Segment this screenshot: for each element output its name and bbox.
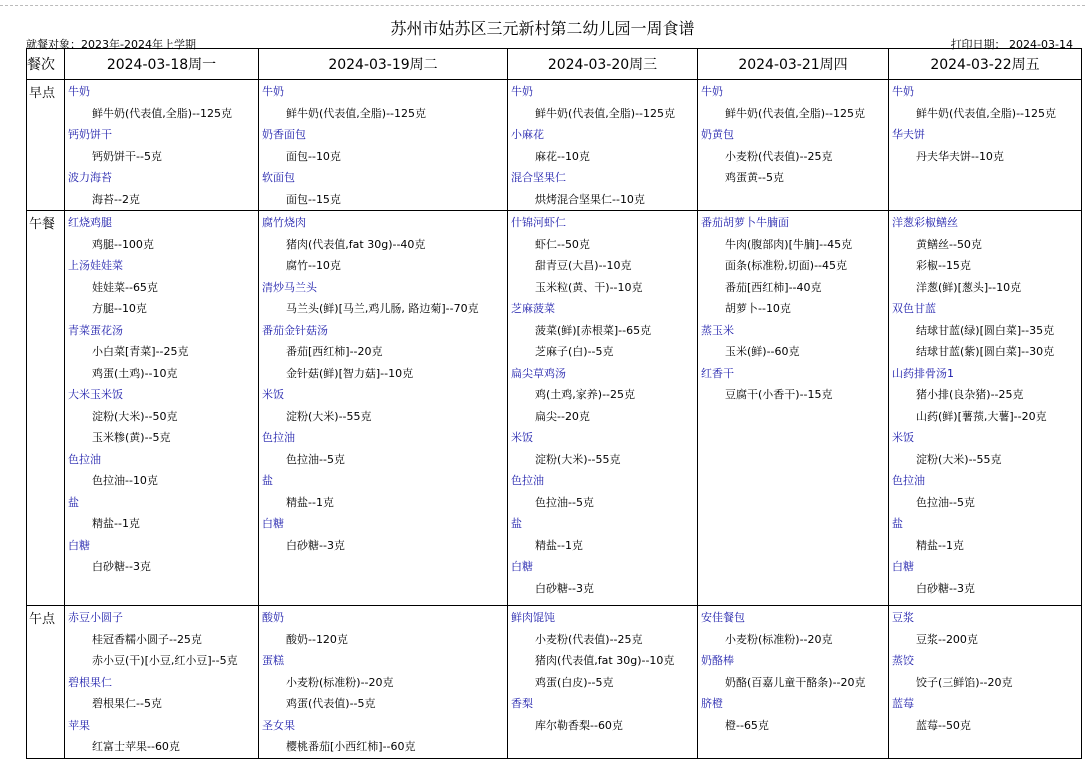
dish-name: 芝麻菠菜 xyxy=(511,302,555,315)
dish-name: 番茄胡萝卜牛腩面 xyxy=(701,216,789,229)
day-header: 2024-03-21周四 xyxy=(698,49,889,80)
ingredient-item: 腐竹--10克 xyxy=(286,259,341,272)
day-header: 2024-03-20周三 xyxy=(508,49,698,80)
dish-name: 赤豆小圆子 xyxy=(68,611,123,624)
dish-name: 牛奶 xyxy=(701,85,723,98)
page-top-dashed-line xyxy=(0,5,1085,6)
ingredient-item: 白砂糖--3克 xyxy=(92,560,151,573)
dish-name: 牛奶 xyxy=(68,85,90,98)
ingredient-item: 精盐--1克 xyxy=(535,538,583,552)
dish-name: 红烧鸡腿 xyxy=(68,216,112,229)
day-menu-cell xyxy=(889,606,1082,759)
ingredient-item: 淀粉(大米)--55克 xyxy=(286,409,372,423)
audience-label: 就餐对象：2023年-2024年上学期 xyxy=(26,38,196,51)
day-menu-cell xyxy=(889,80,1082,211)
day-header: 2024-03-18周一 xyxy=(65,49,259,80)
dish-name: 牛奶 xyxy=(511,85,533,98)
ingredient-item: 猪肉(代表值,fat 30g)--40克 xyxy=(286,237,426,251)
dish-name: 酸奶 xyxy=(262,611,284,624)
ingredient-item: 娃娃菜--65克 xyxy=(92,280,158,294)
dish-name: 色拉油 xyxy=(68,452,101,466)
dish-name: 色拉油 xyxy=(892,474,925,487)
ingredient-item: 蓝莓--50克 xyxy=(916,718,971,732)
ingredient-item: 丹夫华夫饼--10克 xyxy=(916,149,1004,163)
ingredient-item: 鸡(土鸡,家养)--25克 xyxy=(535,388,636,401)
dish-name: 腐竹烧肉 xyxy=(262,216,306,229)
ingredient-item: 淀粉(大米)--55克 xyxy=(535,452,621,466)
dish-name: 奶酪棒 xyxy=(701,654,734,667)
dish-name: 苹果 xyxy=(68,718,90,732)
ingredient-item: 玉米糁(黄)--5克 xyxy=(92,431,171,444)
ingredient-item: 芝麻子(白)--5克 xyxy=(535,345,614,358)
meal-row xyxy=(27,80,1082,211)
dish-name: 混合坚果仁 xyxy=(511,171,566,184)
ingredient-item: 山药(鲜)[薯蓣,大薯]--20克 xyxy=(916,409,1047,423)
ingredient-item: 彩椒--15克 xyxy=(916,259,971,272)
weekly-menu-table xyxy=(26,48,1082,759)
day-menu-cell xyxy=(508,606,698,759)
ingredient-item: 鸡蛋(代表值)--5克 xyxy=(286,697,376,710)
ingredient-item: 白砂糖--3克 xyxy=(286,538,345,552)
dish-name: 白糖 xyxy=(262,517,284,530)
dish-name: 米饭 xyxy=(892,431,914,444)
ingredient-item: 鸡蛋(白皮)--5克 xyxy=(535,675,614,689)
dish-name: 盐 xyxy=(68,495,79,509)
dish-name: 软面包 xyxy=(262,171,295,184)
dish-name: 白糖 xyxy=(511,560,533,573)
dish-name: 山药排骨汤1 xyxy=(892,366,954,380)
dish-name: 色拉油 xyxy=(511,474,544,487)
dish-name: 豆浆 xyxy=(892,611,914,624)
ingredient-item: 猪小排(良杂猪)--25克 xyxy=(916,388,1024,401)
ingredient-item: 小麦粉(标准粉)--20克 xyxy=(725,632,833,646)
ingredient-item: 扁尖--20克 xyxy=(535,409,590,423)
dish-name: 红香干 xyxy=(701,366,734,380)
day-menu-cell xyxy=(889,211,1082,606)
ingredient-item: 白砂糖--3克 xyxy=(535,581,594,595)
print-date-label: 打印日期： 2024-03-14 xyxy=(950,38,1073,51)
dish-name: 碧根果仁 xyxy=(68,675,112,689)
ingredient-item: 色拉油--5克 xyxy=(535,495,594,509)
ingredient-item: 面条(标准粉,切面)--45克 xyxy=(725,259,848,272)
ingredient-item: 结球甘蓝(紫)[圆白菜]--30克 xyxy=(916,345,1055,358)
dish-name: 双色甘蓝 xyxy=(892,302,936,315)
ingredient-item: 鲜牛奶(代表值,全脂)--125克 xyxy=(92,106,233,120)
day-menu-cell xyxy=(259,80,508,211)
day-menu-cell xyxy=(65,80,259,211)
dish-name: 牛奶 xyxy=(262,85,284,98)
dish-name: 奶黄包 xyxy=(701,128,734,141)
ingredient-item: 番茄[西红柿]--40克 xyxy=(725,280,822,294)
ingredient-item: 玉米粒(黄、干)--10克 xyxy=(535,280,643,294)
dish-name: 清炒马兰头 xyxy=(262,280,317,294)
ingredient-item: 色拉油--5克 xyxy=(916,495,975,509)
ingredient-item: 精盐--1克 xyxy=(286,495,334,509)
day-menu-cell xyxy=(698,606,889,759)
ingredient-item: 赤小豆(干)[小豆,红小豆]--5克 xyxy=(92,654,238,667)
menu-body xyxy=(27,80,1082,759)
day-menu-cell xyxy=(508,211,698,606)
day-header: 2024-03-22周五 xyxy=(889,49,1082,80)
ingredient-item: 马兰头(鲜)[马兰,鸡儿肠, 路边菊]--70克 xyxy=(286,302,479,315)
dish-name: 青菜蛋花汤 xyxy=(68,323,123,337)
dish-name: 白糖 xyxy=(68,538,90,552)
meal-row xyxy=(27,606,1082,759)
ingredient-item: 小白菜[青菜]--25克 xyxy=(92,345,189,358)
ingredient-item: 海苔--2克 xyxy=(92,192,140,206)
dish-name: 大米玉米饭 xyxy=(68,388,123,401)
header-row xyxy=(27,49,1082,80)
day-menu-cell xyxy=(698,80,889,211)
dish-name: 安佳餐包 xyxy=(701,611,745,624)
ingredient-item: 结球甘蓝(绿)[圆白菜]--35克 xyxy=(916,323,1055,337)
dish-name: 白糖 xyxy=(892,560,914,573)
ingredient-item: 鸡蛋黄--5克 xyxy=(725,171,784,184)
ingredient-item: 桂冠香糯小圆子--25克 xyxy=(92,632,202,646)
ingredient-item: 淀粉(大米)--50克 xyxy=(92,409,178,423)
dish-name: 洋葱彩椒鳝丝 xyxy=(892,216,958,229)
ingredient-item: 甜青豆(大昌)--10克 xyxy=(535,259,632,272)
ingredient-item: 鸡腿--100克 xyxy=(92,237,154,251)
dish-name: 华夫饼 xyxy=(892,128,925,141)
ingredient-item: 樱桃番茄[小西红柿]--60克 xyxy=(286,740,416,753)
ingredient-item: 橙--65克 xyxy=(725,718,769,732)
dish-name: 奶香面包 xyxy=(262,128,306,141)
ingredient-item: 鲜牛奶(代表值,全脂)--125克 xyxy=(725,106,866,120)
dish-name: 蒸饺 xyxy=(892,654,914,667)
ingredient-item: 面包--15克 xyxy=(286,192,341,206)
ingredient-item: 鲜牛奶(代表值,全脂)--125克 xyxy=(535,106,676,120)
ingredient-item: 精盐--1克 xyxy=(916,538,964,552)
ingredient-item: 碧根果仁--5克 xyxy=(92,697,162,710)
ingredient-item: 金针菇(鲜)[智力菇]--10克 xyxy=(286,366,414,380)
dish-name: 小麻花 xyxy=(511,128,544,141)
ingredient-item: 豆腐干(小香干)--15克 xyxy=(725,388,833,401)
dish-name: 香梨 xyxy=(511,697,533,710)
ingredient-item: 淀粉(大米)--55克 xyxy=(916,452,1002,466)
day-header: 2024-03-19周二 xyxy=(259,49,508,80)
ingredient-item: 烘烤混合坚果仁--10克 xyxy=(535,192,645,206)
ingredient-item: 色拉油--10克 xyxy=(92,474,158,487)
meal-column-header: 餐次 xyxy=(27,49,65,80)
ingredient-item: 精盐--1克 xyxy=(92,517,140,530)
dish-name: 上汤娃娃菜 xyxy=(68,259,123,272)
meal-name: 午点 xyxy=(27,606,65,759)
dish-name: 番茄金针菇汤 xyxy=(262,323,328,337)
ingredient-item: 奶酪(百嘉儿童干酪条)--20克 xyxy=(725,675,866,689)
day-menu-cell xyxy=(65,211,259,606)
ingredient-item: 小麦粉(代表值)--25克 xyxy=(535,632,643,646)
dish-name: 蒸玉米 xyxy=(701,323,734,337)
ingredient-item: 白砂糖--3克 xyxy=(916,581,975,595)
meal-row xyxy=(27,211,1082,606)
ingredient-item: 玉米(鲜)--60克 xyxy=(725,345,800,358)
ingredient-item: 洋葱(鲜)[葱头]--10克 xyxy=(916,280,1022,294)
day-menu-cell xyxy=(508,80,698,211)
dish-name: 蛋糕 xyxy=(262,654,284,667)
page-title: 苏州市姑苏区三元新村第二幼儿园一周食谱 xyxy=(390,19,695,38)
dish-name: 色拉油 xyxy=(262,431,295,444)
ingredient-item: 鸡蛋(土鸡)--10克 xyxy=(92,366,178,380)
dish-name: 圣女果 xyxy=(262,718,295,732)
dish-name: 盐 xyxy=(262,474,273,487)
meal-name: 早点 xyxy=(27,80,65,211)
ingredient-item: 面包--10克 xyxy=(286,149,341,163)
ingredient-item: 方腿--10克 xyxy=(92,302,147,315)
day-menu-cell xyxy=(259,606,508,759)
ingredient-item: 小麦粉(代表值)--25克 xyxy=(725,149,833,163)
ingredient-item: 鲜牛奶(代表值,全脂)--125克 xyxy=(286,106,427,120)
ingredient-item: 红富士苹果--60克 xyxy=(92,740,180,753)
dish-name: 脐橙 xyxy=(701,697,723,710)
dish-name: 盐 xyxy=(892,517,903,530)
day-menu-cell xyxy=(65,606,259,759)
ingredient-item: 饺子(三鲜馅)--20克 xyxy=(916,675,1013,689)
ingredient-item: 小麦粉(标准粉)--20克 xyxy=(286,675,394,689)
ingredient-item: 虾仁--50克 xyxy=(535,237,590,251)
ingredient-item: 胡萝卜--10克 xyxy=(725,302,791,315)
dish-name: 米饭 xyxy=(262,388,284,401)
dish-name: 扁尖草鸡汤 xyxy=(511,366,566,380)
ingredient-item: 色拉油--5克 xyxy=(286,452,345,466)
day-menu-cell xyxy=(259,211,508,606)
dish-name: 钙奶饼干 xyxy=(68,128,112,141)
meal-name: 午餐 xyxy=(27,211,65,606)
ingredient-item: 牛肉(腹部肉)[牛腩]--45克 xyxy=(725,237,853,251)
dish-name: 什锦河虾仁 xyxy=(511,216,566,229)
dish-name: 牛奶 xyxy=(892,85,914,98)
dish-name: 鲜肉馄饨 xyxy=(511,611,555,624)
ingredient-item: 番茄[西红柿]--20克 xyxy=(286,345,383,358)
ingredient-item: 猪肉(代表值,fat 30g)--10克 xyxy=(535,654,675,667)
dish-name: 波力海苔 xyxy=(68,171,112,184)
ingredient-item: 菠菜(鲜)[赤根菜]--65克 xyxy=(535,323,652,337)
dish-name: 盐 xyxy=(511,517,522,530)
ingredient-item: 库尔勒香梨--60克 xyxy=(535,718,623,732)
ingredient-item: 钙奶饼干--5克 xyxy=(92,149,162,163)
ingredient-item: 豆浆--200克 xyxy=(916,632,978,646)
ingredient-item: 酸奶--120克 xyxy=(286,632,348,646)
dish-name: 蓝莓 xyxy=(892,697,914,710)
day-menu-cell xyxy=(698,211,889,606)
ingredient-item: 黄鳝丝--50克 xyxy=(916,237,982,251)
dish-name: 米饭 xyxy=(511,431,533,444)
ingredient-item: 麻花--10克 xyxy=(535,149,590,163)
ingredient-item: 鲜牛奶(代表值,全脂)--125克 xyxy=(916,106,1057,120)
